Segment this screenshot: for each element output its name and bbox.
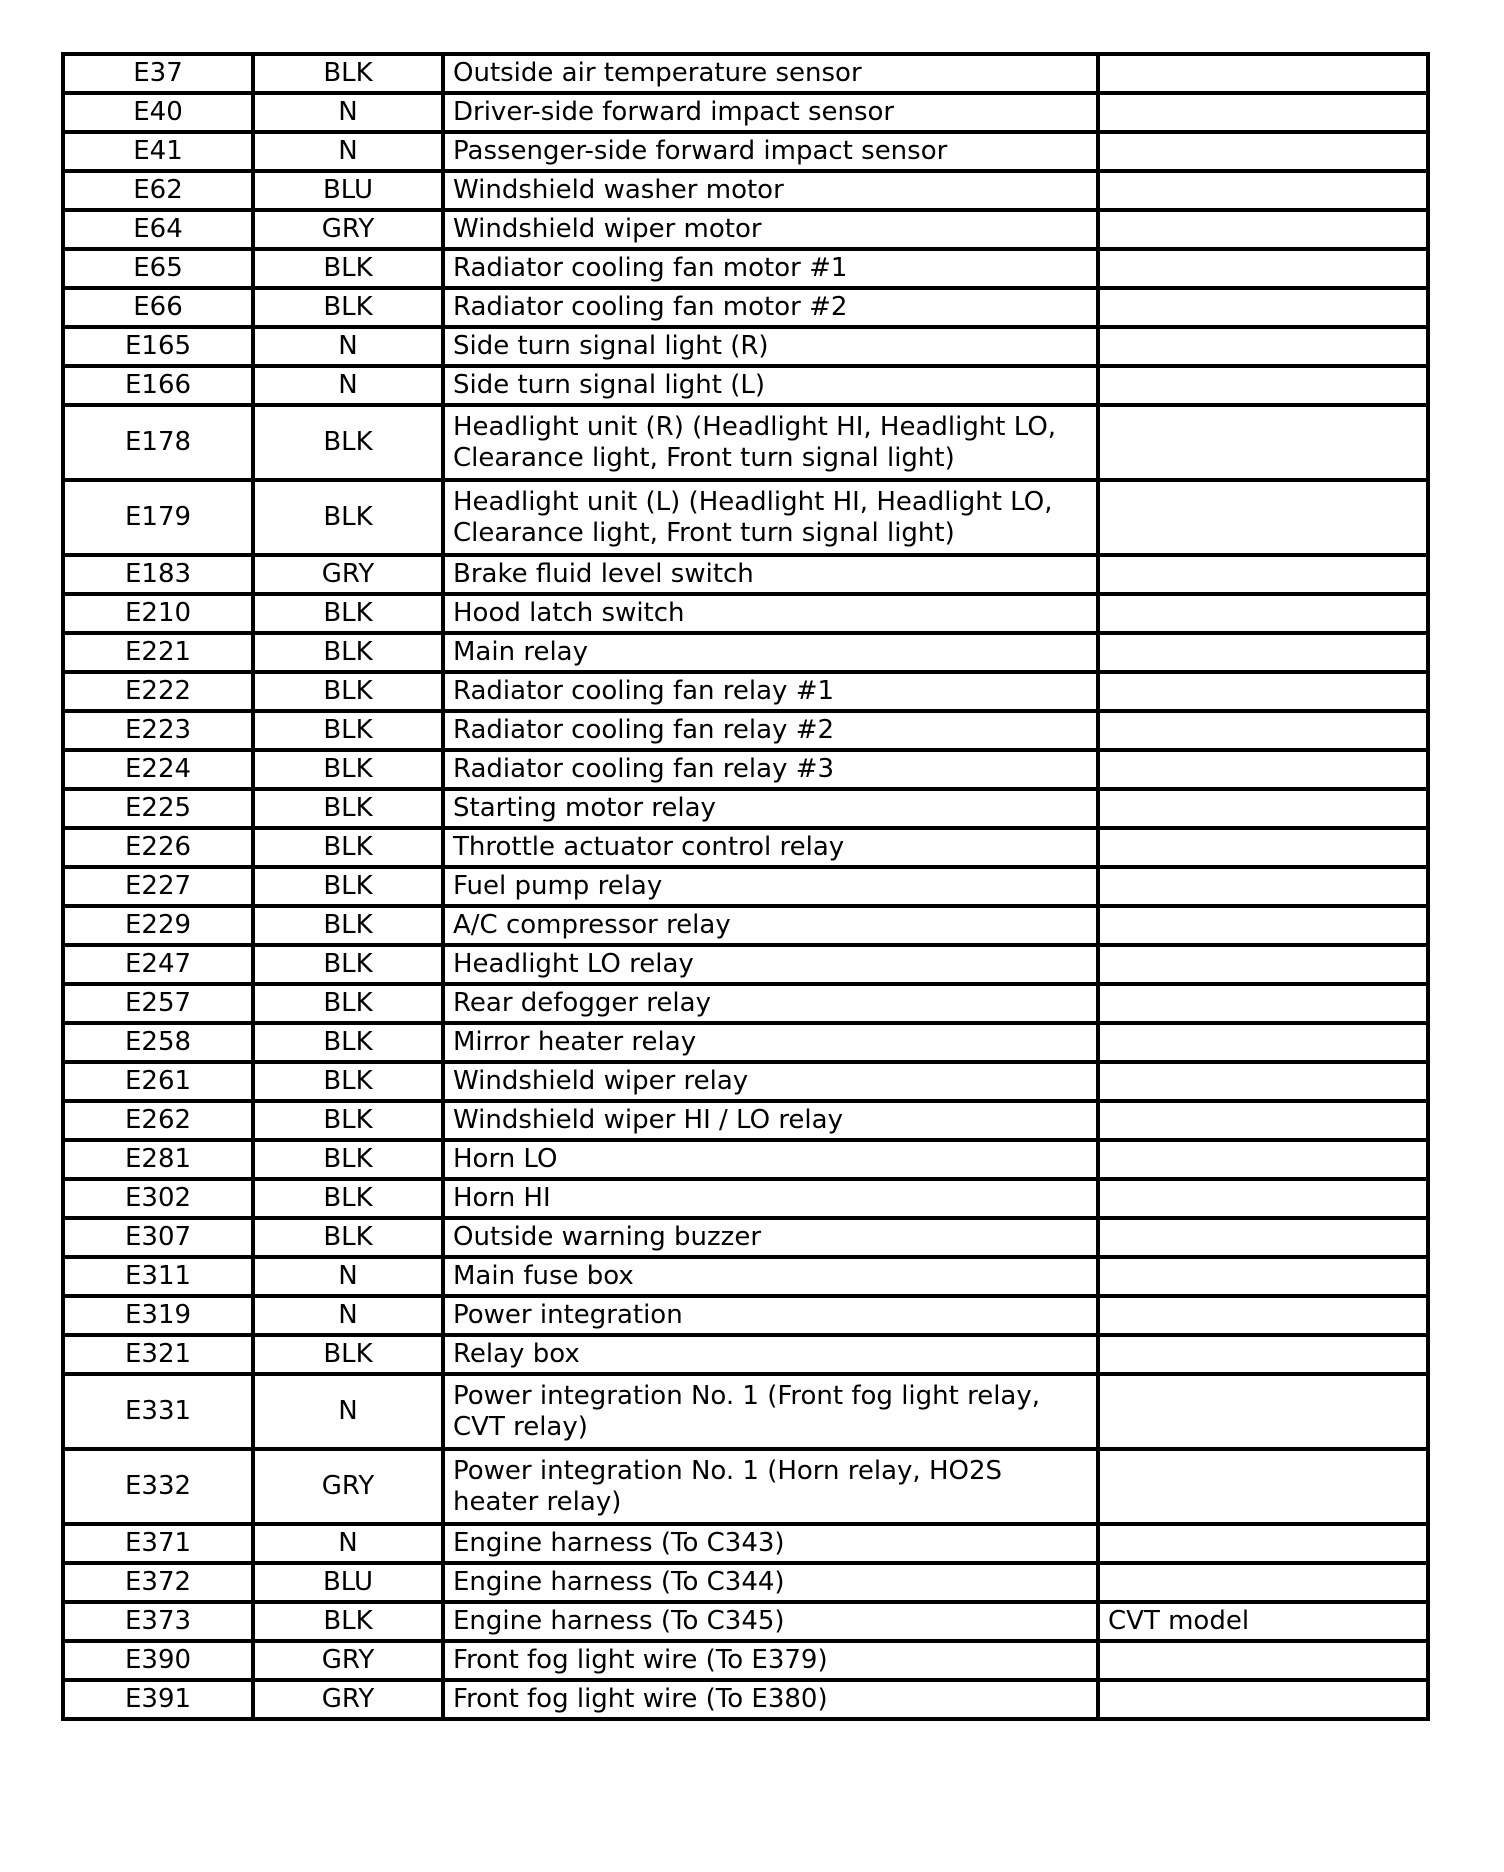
connector-id-cell: E166 [63, 366, 253, 405]
description-cell: Power integration No. 1 (Front fog light relay, CVT relay) [443, 1374, 1098, 1449]
connector-id-cell: E221 [63, 633, 253, 672]
note-cell [1098, 1563, 1428, 1602]
connector-id-cell: E373 [63, 1602, 253, 1641]
description-cell: Power integration [443, 1296, 1098, 1335]
note-cell [1098, 1449, 1428, 1524]
wire-color-cell: GRY [253, 210, 443, 249]
wire-color-cell: BLK [253, 672, 443, 711]
connector-id-cell: E65 [63, 249, 253, 288]
note-cell [1098, 1023, 1428, 1062]
note-cell [1098, 1179, 1428, 1218]
wire-color-cell: BLK [253, 1335, 443, 1374]
wire-color-cell: BLK [253, 54, 443, 93]
table-row [63, 1335, 1428, 1374]
table-row [63, 711, 1428, 750]
note-cell [1098, 750, 1428, 789]
connector-id-cell: E390 [63, 1641, 253, 1680]
connector-id-cell: E226 [63, 828, 253, 867]
description-cell: Headlight unit (R) (Headlight HI, Headlight LO, Clearance light, Front turn signal light) [443, 405, 1098, 480]
description-cell: Side turn signal light (L) [443, 366, 1098, 405]
table-row [63, 1563, 1428, 1602]
description-cell: Radiator cooling fan relay #1 [443, 672, 1098, 711]
table-row [63, 1641, 1428, 1680]
connector-id-cell: E210 [63, 594, 253, 633]
table-row [63, 555, 1428, 594]
wire-color-cell: BLK [253, 1062, 443, 1101]
note-cell [1098, 54, 1428, 93]
description-cell: Side turn signal light (R) [443, 327, 1098, 366]
table-row [63, 945, 1428, 984]
wire-color-cell: BLK [253, 1140, 443, 1179]
connector-id-cell: E41 [63, 132, 253, 171]
connector-id-cell: E391 [63, 1680, 253, 1719]
note-cell [1098, 711, 1428, 750]
description-cell: Engine harness (To C344) [443, 1563, 1098, 1602]
wire-color-cell: BLK [253, 1101, 443, 1140]
wire-color-cell: N [253, 1296, 443, 1335]
wire-color-cell: GRY [253, 1641, 443, 1680]
note-cell [1098, 633, 1428, 672]
note-cell [1098, 1680, 1428, 1719]
wire-color-cell: BLK [253, 906, 443, 945]
connector-table-body [63, 54, 1428, 1719]
connector-id-cell: E247 [63, 945, 253, 984]
table-row [63, 210, 1428, 249]
description-cell: Hood latch switch [443, 594, 1098, 633]
connector-id-cell: E229 [63, 906, 253, 945]
note-cell [1098, 1335, 1428, 1374]
connector-id-cell: E321 [63, 1335, 253, 1374]
wire-color-cell: N [253, 132, 443, 171]
note-cell [1098, 828, 1428, 867]
description-cell: Outside air temperature sensor [443, 54, 1098, 93]
table-row [63, 1602, 1428, 1641]
wire-color-cell: BLK [253, 288, 443, 327]
description-cell: Radiator cooling fan relay #2 [443, 711, 1098, 750]
table-row [63, 327, 1428, 366]
connector-id-cell: E178 [63, 405, 253, 480]
table-row [63, 672, 1428, 711]
wire-color-cell: BLK [253, 867, 443, 906]
connector-id-cell: E64 [63, 210, 253, 249]
table-row [63, 249, 1428, 288]
wire-color-cell: BLK [253, 984, 443, 1023]
wire-color-cell: BLU [253, 171, 443, 210]
wire-color-cell: GRY [253, 1680, 443, 1719]
description-cell: Horn HI [443, 1179, 1098, 1218]
connector-table-container [61, 52, 1426, 1721]
description-cell: Windshield wiper HI / LO relay [443, 1101, 1098, 1140]
connector-id-cell: E331 [63, 1374, 253, 1449]
wire-color-cell: BLK [253, 633, 443, 672]
description-cell: Throttle actuator control relay [443, 828, 1098, 867]
table-row [63, 1296, 1428, 1335]
wire-color-cell: GRY [253, 555, 443, 594]
note-cell [1098, 327, 1428, 366]
note-cell [1098, 132, 1428, 171]
note-cell [1098, 867, 1428, 906]
description-cell: Headlight unit (L) (Headlight HI, Headlight LO, Clearance light, Front turn signal light) [443, 480, 1098, 555]
note-cell [1098, 171, 1428, 210]
table-row [63, 1062, 1428, 1101]
connector-id-cell: E37 [63, 54, 253, 93]
note-cell [1098, 789, 1428, 828]
wire-color-cell: N [253, 1524, 443, 1563]
wire-color-cell: BLK [253, 405, 443, 480]
note-cell [1098, 210, 1428, 249]
note-cell [1098, 1140, 1428, 1179]
table-row [63, 132, 1428, 171]
description-cell: Windshield wiper relay [443, 1062, 1098, 1101]
note-cell [1098, 288, 1428, 327]
wire-color-cell: BLK [253, 945, 443, 984]
note-cell [1098, 1062, 1428, 1101]
description-cell: Main relay [443, 633, 1098, 672]
note-cell [1098, 405, 1428, 480]
note-cell [1098, 1524, 1428, 1563]
table-row [63, 480, 1428, 555]
connector-id-cell: E372 [63, 1563, 253, 1602]
note-cell [1098, 906, 1428, 945]
description-cell: Engine harness (To C343) [443, 1524, 1098, 1563]
table-row [63, 171, 1428, 210]
table-row [63, 1524, 1428, 1563]
connector-id-cell: E311 [63, 1257, 253, 1296]
wire-color-cell: N [253, 366, 443, 405]
connector-id-cell: E371 [63, 1524, 253, 1563]
table-row [63, 1449, 1428, 1524]
description-cell: A/C compressor relay [443, 906, 1098, 945]
wire-color-cell: BLK [253, 789, 443, 828]
description-cell: Engine harness (To C345) [443, 1602, 1098, 1641]
note-cell [1098, 1641, 1428, 1680]
connector-id-cell: E258 [63, 1023, 253, 1062]
note-cell: CVT model [1098, 1602, 1428, 1641]
table-row [63, 1140, 1428, 1179]
table-row [63, 1218, 1428, 1257]
note-cell [1098, 1257, 1428, 1296]
description-cell: Power integration No. 1 (Horn relay, HO2S heater relay) [443, 1449, 1098, 1524]
wire-color-cell: N [253, 1257, 443, 1296]
table-row [63, 633, 1428, 672]
wire-color-cell: BLK [253, 1179, 443, 1218]
description-cell: Radiator cooling fan motor #1 [443, 249, 1098, 288]
connector-id-cell: E319 [63, 1296, 253, 1335]
connector-id-cell: E179 [63, 480, 253, 555]
table-row [63, 1374, 1428, 1449]
description-cell: Radiator cooling fan motor #2 [443, 288, 1098, 327]
table-row [63, 1680, 1428, 1719]
description-cell: Front fog light wire (To E379) [443, 1641, 1098, 1680]
wire-color-cell: BLK [253, 750, 443, 789]
connector-id-cell: E227 [63, 867, 253, 906]
connector-id-cell: E66 [63, 288, 253, 327]
connector-id-cell: E62 [63, 171, 253, 210]
note-cell [1098, 1218, 1428, 1257]
description-cell: Horn LO [443, 1140, 1098, 1179]
note-cell [1098, 672, 1428, 711]
table-row [63, 1023, 1428, 1062]
table-row [63, 789, 1428, 828]
table-row [63, 54, 1428, 93]
table-row [63, 594, 1428, 633]
description-cell: Radiator cooling fan relay #3 [443, 750, 1098, 789]
table-row [63, 984, 1428, 1023]
description-cell: Mirror heater relay [443, 1023, 1098, 1062]
connector-table [61, 52, 1430, 1721]
description-cell: Rear defogger relay [443, 984, 1098, 1023]
description-cell: Windshield washer motor [443, 171, 1098, 210]
table-row [63, 750, 1428, 789]
wire-color-cell: BLK [253, 249, 443, 288]
table-row [63, 1101, 1428, 1140]
description-cell: Passenger-side forward impact sensor [443, 132, 1098, 171]
note-cell [1098, 366, 1428, 405]
connector-id-cell: E165 [63, 327, 253, 366]
wire-color-cell: BLK [253, 1218, 443, 1257]
wire-color-cell: BLK [253, 1023, 443, 1062]
connector-id-cell: E183 [63, 555, 253, 594]
connector-id-cell: E225 [63, 789, 253, 828]
connector-id-cell: E262 [63, 1101, 253, 1140]
description-cell: Driver-side forward impact sensor [443, 93, 1098, 132]
wire-color-cell: BLK [253, 711, 443, 750]
description-cell: Starting motor relay [443, 789, 1098, 828]
note-cell [1098, 1374, 1428, 1449]
connector-id-cell: E224 [63, 750, 253, 789]
table-row [63, 867, 1428, 906]
table-row [63, 1179, 1428, 1218]
connector-id-cell: E40 [63, 93, 253, 132]
connector-id-cell: E281 [63, 1140, 253, 1179]
description-cell: Headlight LO relay [443, 945, 1098, 984]
table-row [63, 906, 1428, 945]
wire-color-cell: N [253, 327, 443, 366]
table-row [63, 288, 1428, 327]
wire-color-cell: BLK [253, 1602, 443, 1641]
wire-color-cell: N [253, 1374, 443, 1449]
description-cell: Windshield wiper motor [443, 210, 1098, 249]
note-cell [1098, 945, 1428, 984]
wire-color-cell: BLK [253, 828, 443, 867]
connector-id-cell: E307 [63, 1218, 253, 1257]
table-row [63, 93, 1428, 132]
note-cell [1098, 1296, 1428, 1335]
wire-color-cell: GRY [253, 1449, 443, 1524]
connector-id-cell: E302 [63, 1179, 253, 1218]
description-cell: Fuel pump relay [443, 867, 1098, 906]
description-cell: Brake fluid level switch [443, 555, 1098, 594]
table-row [63, 366, 1428, 405]
table-row [63, 828, 1428, 867]
description-cell: Outside warning buzzer [443, 1218, 1098, 1257]
table-row [63, 1257, 1428, 1296]
note-cell [1098, 555, 1428, 594]
connector-id-cell: E222 [63, 672, 253, 711]
note-cell [1098, 93, 1428, 132]
note-cell [1098, 480, 1428, 555]
description-cell: Front fog light wire (To E380) [443, 1680, 1098, 1719]
table-row [63, 405, 1428, 480]
wire-color-cell: BLU [253, 1563, 443, 1602]
note-cell [1098, 249, 1428, 288]
connector-id-cell: E332 [63, 1449, 253, 1524]
note-cell [1098, 1101, 1428, 1140]
note-cell [1098, 594, 1428, 633]
description-cell: Relay box [443, 1335, 1098, 1374]
connector-id-cell: E223 [63, 711, 253, 750]
wire-color-cell: N [253, 93, 443, 132]
note-cell [1098, 984, 1428, 1023]
wire-color-cell: BLK [253, 594, 443, 633]
description-cell: Main fuse box [443, 1257, 1098, 1296]
wire-color-cell: BLK [253, 480, 443, 555]
connector-id-cell: E261 [63, 1062, 253, 1101]
connector-id-cell: E257 [63, 984, 253, 1023]
